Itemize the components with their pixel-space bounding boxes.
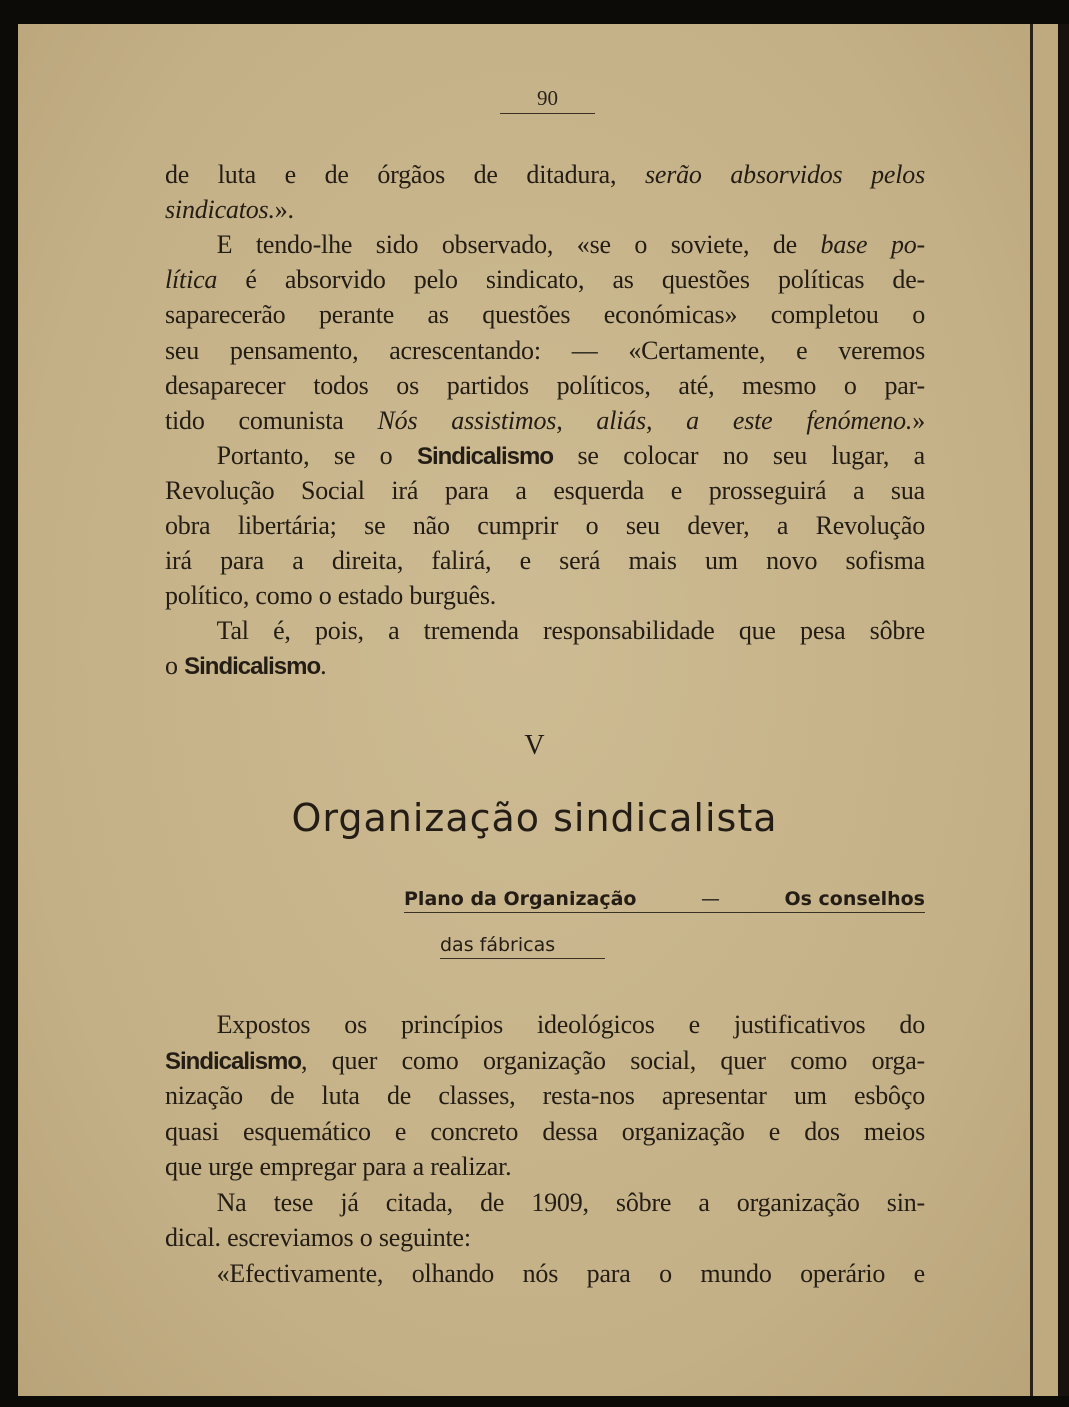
subheading-line-1: [404, 888, 925, 913]
subheading-part-2: Os conselhos: [784, 888, 925, 910]
text-segment: Na tese já citada, de 1909, sôbre a organização sin-: [165, 1187, 925, 1217]
page-number: 90: [500, 86, 595, 114]
text-line: [165, 1010, 925, 1040]
text-segment: irá para a direita, falirá, e será mais um novo sofisma: [165, 546, 925, 576]
text-line: [165, 265, 925, 295]
text-line: [165, 1188, 925, 1218]
text-segment: político, como o estado burguês.: [165, 581, 497, 611]
text-line: [165, 1081, 925, 1111]
text-line: [165, 300, 925, 330]
text-segment: é absorvido pelo sindicato, as questões políticas de-: [217, 265, 925, 295]
text-line: [165, 546, 925, 576]
text-line: [165, 160, 925, 190]
text-segment: Tal é, pois, a tremenda responsabilidade que pesa sôbre: [165, 616, 925, 646]
bold-term: Sindicalismo: [165, 1047, 302, 1075]
subheading-line-2: das fábricas: [440, 934, 605, 959]
text-line: [165, 1117, 925, 1147]
text-line: [165, 476, 925, 506]
text-segment: , quer como organização social, quer como orga-: [301, 1045, 925, 1075]
text-segment: dical. escreviamos o seguinte:: [165, 1223, 471, 1252]
text-segment: Revolução Social irá para a esquerda e prosseguirá a sua: [165, 475, 925, 505]
text-line: [165, 1259, 925, 1289]
text-segment: ».: [274, 195, 294, 225]
text-segment: nização de luta de classes, resta-nos apresentar um esbôço: [165, 1081, 925, 1110]
text-line: [165, 511, 925, 541]
subheading-dash: —: [700, 888, 720, 910]
text-segment: E tendo-lhe sido observado, «se o soviete, de: [165, 230, 821, 260]
text-line: [165, 651, 925, 681]
italic-text: base po-: [820, 230, 925, 260]
text-segment: »: [912, 405, 925, 435]
text-segment: Portanto, se o: [165, 440, 417, 470]
bold-term: Sindicalismo: [184, 653, 321, 681]
text-line: [165, 371, 925, 401]
italic-text: lítica: [165, 265, 218, 295]
text-segment: que urge empregar para a realizar.: [165, 1152, 512, 1181]
italic-text: serão absorvidos pelos: [644, 160, 925, 189]
text-line: [165, 195, 925, 225]
text-line: [165, 230, 925, 260]
text-line: [165, 1152, 925, 1182]
text-segment: tido comunista: [165, 405, 378, 435]
section-title: Organização sindicalista: [291, 796, 778, 840]
scan-border: [1058, 24, 1069, 1396]
text-line: [165, 616, 925, 646]
text-segment: saparecerão perante as questões económicas» completou o: [165, 300, 925, 330]
italic-text: Nós assistimos, aliás, a este fenómeno.: [377, 405, 913, 435]
text-line: [165, 1046, 925, 1076]
text-line: [165, 336, 925, 366]
text-segment: seu pensamento, acrescentando: — «Certamente, e veremos: [165, 335, 925, 365]
text-segment: de luta e de órgãos de ditadura,: [165, 160, 645, 189]
italic-text: sindicatos.: [165, 195, 275, 225]
text-line: [165, 406, 925, 436]
subheading-part-1: Plano da Organização: [404, 888, 637, 910]
text-segment: quasi esquemático e concreto dessa organização e dos meios: [165, 1116, 925, 1146]
text-segment: «Efectivamente, olhando nós para o mundo operário e: [165, 1258, 925, 1288]
text-segment: se colocar no seu lugar, a: [553, 440, 925, 470]
text-line: [165, 441, 925, 471]
text-segment: Expostos os princípios ideológicos e justificativos do: [165, 1010, 925, 1039]
text-line: [165, 581, 925, 611]
section-number: V: [524, 730, 545, 761]
bold-term: Sindicalismo: [416, 442, 553, 470]
text-segment: .: [320, 651, 327, 681]
text-segment: o: [165, 651, 185, 681]
text-line: [165, 1223, 925, 1253]
text-segment: desaparecer todos os partidos políticos, até, mesmo o par-: [165, 370, 925, 400]
text-segment: obra libertária; se não cumprir o seu dever, a Revolução: [165, 511, 925, 540]
